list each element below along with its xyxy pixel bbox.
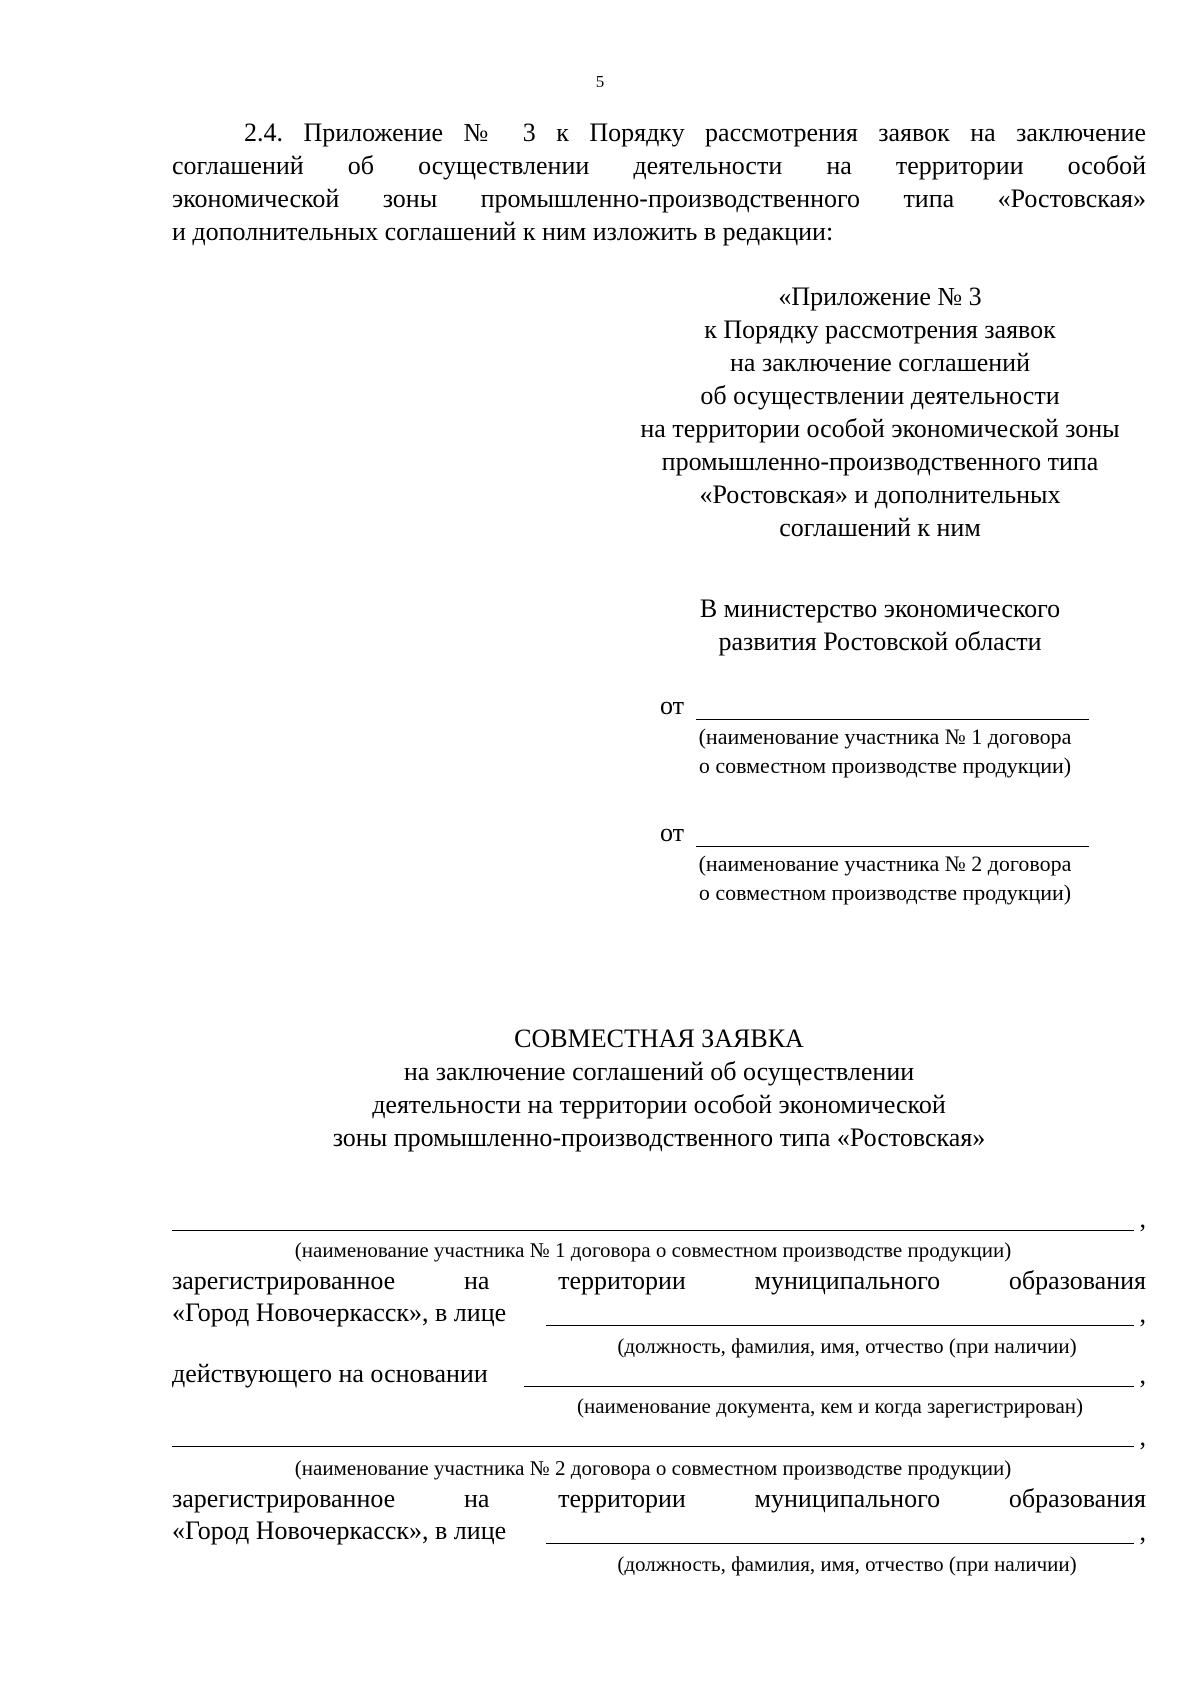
addressee-line-2: развития Ростовской области	[718, 627, 1042, 656]
title-heading: СОВМЕСТНАЯ ЗАЯВКА	[514, 1024, 804, 1053]
document-caption: (наименование документа, кем и когда зарегистрирован)	[576, 1394, 1084, 1418]
from-participant-1	[660, 690, 1100, 780]
position-caption-2: (должность, фамилия, имя, отчество (при наличии)	[617, 1552, 1077, 1576]
participant-2-name-blank[interactable]	[172, 1446, 1134, 1447]
represented-by-row-2: «Город Новочеркасск», в лице ,	[172, 1516, 1146, 1546]
from-label: от	[660, 691, 685, 720]
application-title	[172, 1022, 1146, 1154]
from-participant-1-blank[interactable]	[696, 719, 1089, 720]
registered-line: зарегистрированное на территории муниципального образования	[172, 1266, 1146, 1295]
title-line-1: на заключение соглашений об осуществлении	[403, 1057, 915, 1086]
registered-line-2: зарегистрированное на территории муниципального образования	[172, 1484, 1146, 1513]
annex-line: промышленно-производственного типа	[661, 447, 1099, 476]
annex-line: на заключение соглашений	[730, 348, 1030, 377]
represented-by-label: «Город Новочеркасск», в лице	[172, 1298, 507, 1327]
from-participant-1-caption: (наименование участника № 1 договора о совместном производстве продукции)	[698, 724, 1072, 778]
addressee-line-1: В министерство экономического	[699, 594, 1061, 623]
annex-line: «Приложение № 3	[778, 282, 982, 311]
intro-paragraph	[172, 116, 1146, 248]
participant-1-caption: (наименование участника № 1 договора о совместном производстве продукции)	[294, 1238, 1012, 1262]
intro-line-3: экономической зоны промышленно-производственного типа «Ростовская»	[172, 184, 1146, 213]
annex-header	[595, 280, 1165, 544]
intro-line-4: и дополнительных соглашений к ним изложить в редакции:	[172, 217, 834, 246]
participant-1-name-row: ,	[172, 1200, 1146, 1240]
page-number: 5	[595, 72, 605, 91]
participant-2-name-row: ,	[172, 1420, 1146, 1456]
intro-line-1: 2.4. Приложение № 3 к Порядку рассмотрения заявок на заключение	[244, 118, 1146, 147]
addressee	[595, 592, 1165, 658]
acting-basis-blank[interactable]	[524, 1386, 1134, 1387]
annex-line: соглашений к ним	[779, 513, 981, 542]
represented-by-label-2: «Город Новочеркасск», в лице	[172, 1516, 507, 1545]
annex-line: «Ростовская» и дополнительных	[699, 480, 1061, 509]
acting-basis-label: действующего на основании	[172, 1359, 488, 1388]
represented-by-row: «Город Новочеркасск», в лице ,	[172, 1298, 1146, 1328]
from-participant-2	[660, 817, 1100, 907]
from-label: от	[660, 818, 685, 847]
representative-2-blank[interactable]	[546, 1543, 1134, 1544]
representative-1-blank[interactable]	[546, 1325, 1134, 1326]
acting-basis-row: действующего на основании ,	[172, 1359, 1146, 1389]
annex-line: к Порядку рассмотрения заявок	[704, 315, 1056, 344]
position-caption: (должность, фамилия, имя, отчество (при наличии)	[617, 1334, 1077, 1358]
title-line-2: деятельности на территории особой экономической	[372, 1090, 946, 1119]
participant-1-name-blank[interactable]	[172, 1230, 1134, 1231]
annex-line: на территории особой экономической зоны	[640, 414, 1120, 443]
participant-2-caption: (наименование участника № 2 договора о совместном производстве продукции)	[294, 1456, 1012, 1480]
title-line-3: зоны промышленно-производственного типа «Ростовская»	[332, 1123, 986, 1152]
from-participant-2-blank[interactable]	[696, 846, 1089, 847]
from-participant-2-caption: (наименование участника № 2 договора о совместном производстве продукции)	[698, 851, 1072, 905]
annex-line: об осуществлении деятельности	[700, 381, 1060, 410]
intro-line-2: соглашений об осуществлении деятельности на территории особой	[172, 151, 1146, 180]
